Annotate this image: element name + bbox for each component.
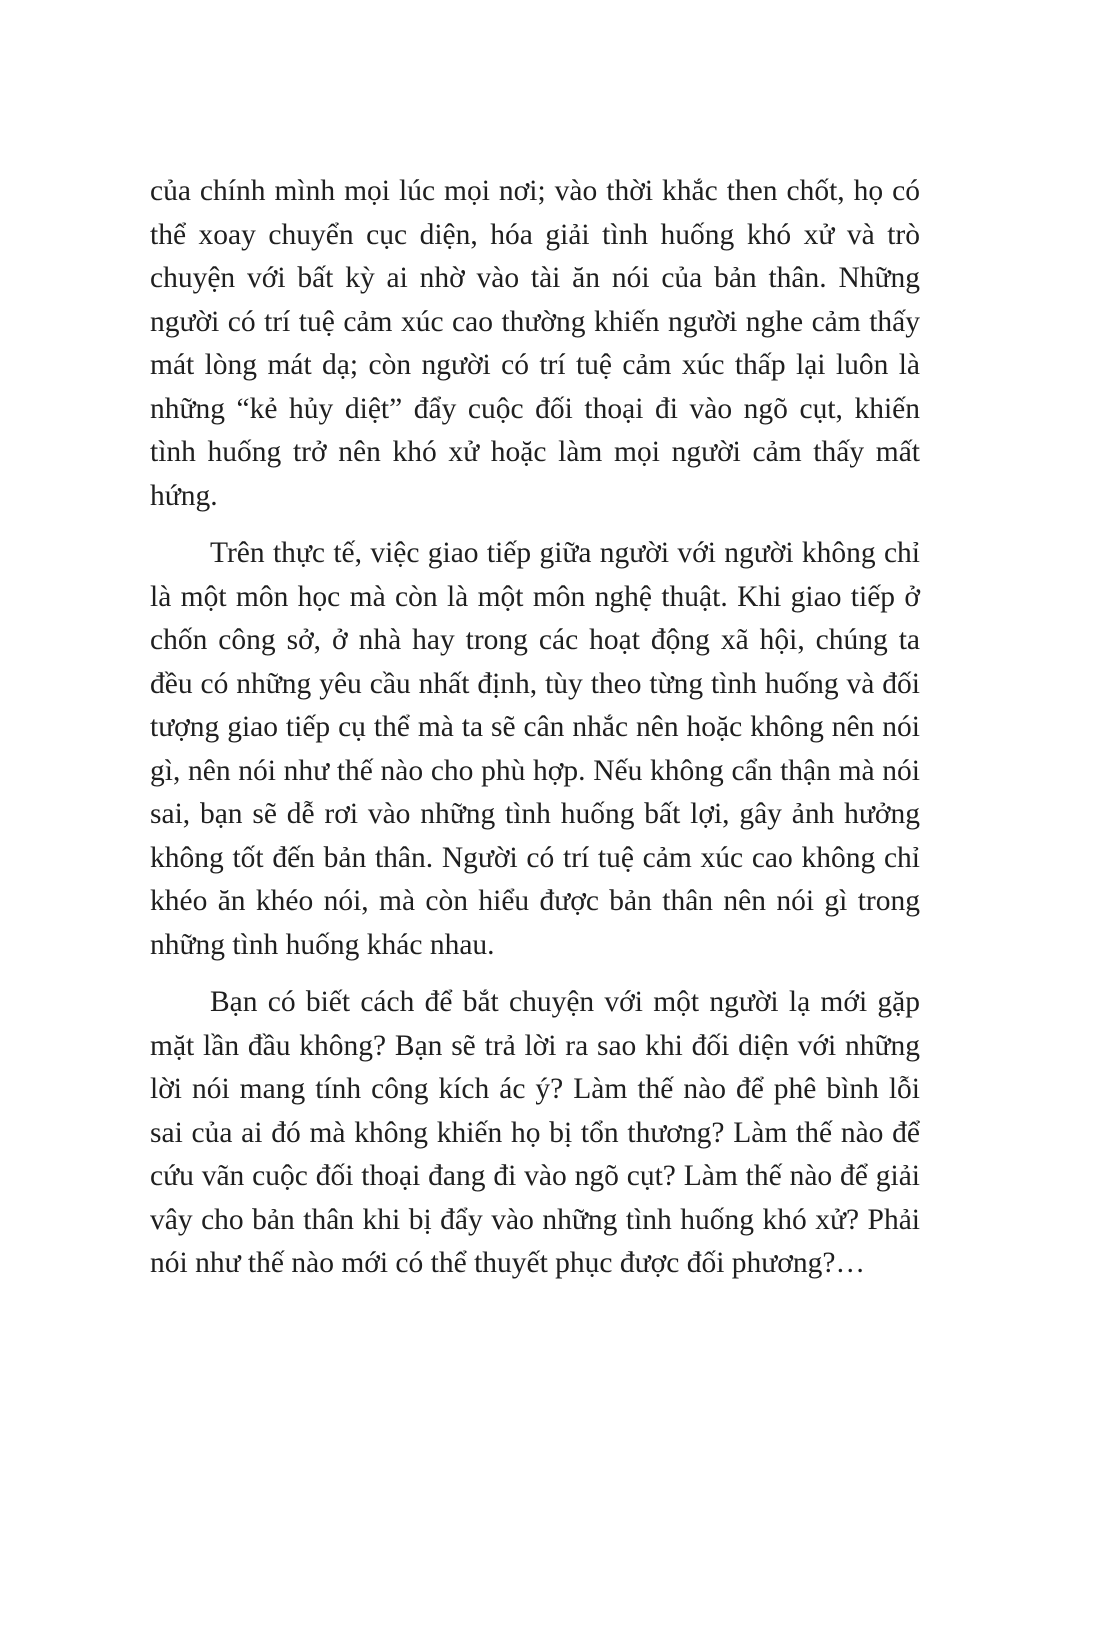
paragraph-1: của chính mình mọi lúc mọi nơi; vào thời khắc then chốt, họ có thể xoay chuyển cục diện, hóa giải tình huống khó xử và trò chuyện với bất kỳ ai nhờ vào tài ăn nói của bản thân. Những người có trí tuệ cảm xúc cao thường khiến người nghe cảm thấy mát lòng mát dạ; còn người có trí tuệ cảm xúc thấp lại luôn là những “kẻ hủy diệt” đẩy cuộc đối thoại đi vào ngõ cụt, khiến tình huống trở nên khó xử hoặc làm mọi người cảm thấy mất hứng. bbox=[150, 175, 920, 512]
paragraph-2: Trên thực tế, việc giao tiếp giữa người với người không chỉ là một môn học mà còn là một môn nghệ thuật. Khi giao tiếp ở chốn công sở, ở nhà hay trong các hoạt động xã hội, chúng ta đều có những yêu cầu nhất định, tùy theo từng tình huống và đối tượng giao tiếp cụ thể mà ta sẽ cân nhắc nên hoặc không nên nói gì, nên nói như thế nào cho phù hợp. Nếu không cẩn thận mà nói sai, bạn sẽ dễ rơi vào những tình huống bất lợi, gây ảnh hưởng không tốt đến bản thân. Người có trí tuệ cảm xúc cao không chỉ khéo ăn khéo nói, mà còn hiểu được bản thân nên nói gì trong những tình huống khác nhau. bbox=[150, 537, 920, 961]
body-text bbox=[150, 170, 920, 1286]
paragraph-3: Bạn có biết cách để bắt chuyện với một người lạ mới gặp mặt lần đầu không? Bạn sẽ trả lời ra sao khi đối diện với những lời nói mang tính công kích ác ý? Làm thế nào để phê bình lỗi sai của ai đó mà không khiến họ bị tổn thương? Làm thế nào để cứu vãn cuộc đối thoại đang đi vào ngõ cụt? Làm thế nào để giải vây cho bản thân khi bị đẩy vào những tình huống khó xử? Phải nói như thế nào mới có thể thuyết phục được đối phương?… bbox=[150, 986, 920, 1279]
